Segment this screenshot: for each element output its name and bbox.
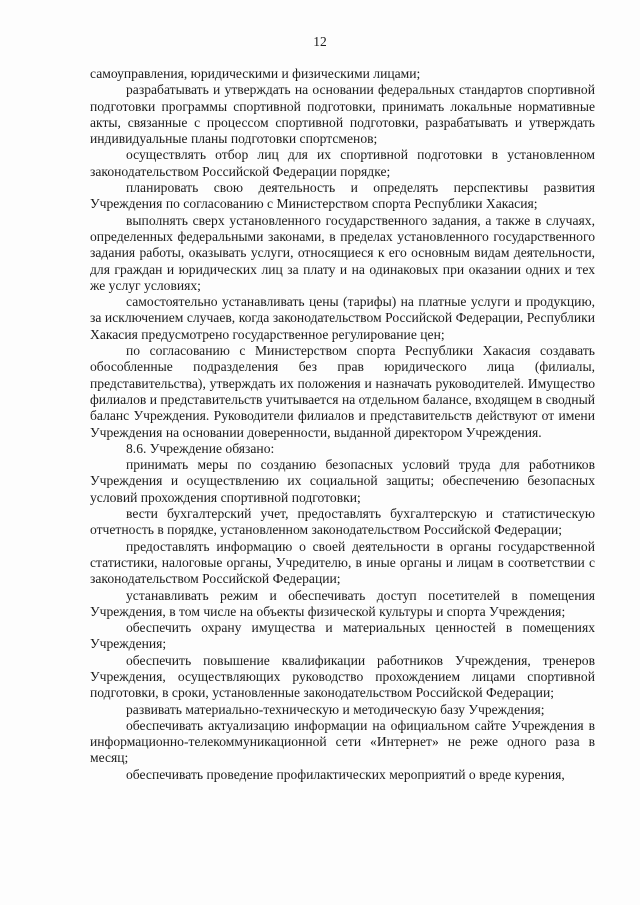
paragraph: самоуправления, юридическими и физическими лицами; xyxy=(90,66,421,81)
paragraph: развивать материально-техническую и методическую базу Учреждения; xyxy=(126,701,545,717)
paragraph: по согласованию с Министерством спорта Республики Хакасия создавать обособленные подразделения без прав юридического лица (филиалы, представительства), утверждать их положения и назначать руководителей. Имущество филиалов и представительств учитывается на отдельном балансе, входящем в сводный баланс Учреждения. Руководители филиалов и представительств действуют от имени Учреждения на основании доверенности, выданной директором Учреждения. xyxy=(90,343,595,440)
document-body xyxy=(90,66,595,783)
section-heading: 8.6. Учреждение обязано: xyxy=(126,440,275,456)
paragraph: предоставлять информацию о своей деятельности в органы государственной статистики, налоговые органы, Учредителю, в иные органы и лицам в соответствии с законодательством Российской Федерации; xyxy=(90,538,595,587)
paragraph: обеспечить охрану имущества и материальных ценностей в помещениях Учреждения; xyxy=(90,620,595,652)
paragraph: разрабатывать и утверждать на основании федеральных стандартов спортивной подготовки программы спортивной подготовки, принимать локальные нормативные акты, связанные с процессом спортивной подготовки, разрабатывать и утверждать индивидуальные планы подготовки спортсменов; xyxy=(90,82,595,147)
paragraph: вести бухгалтерский учет, предоставлять бухгалтерскую и статистическую отчетность в порядке, установленном законодательством Российской Федерации; xyxy=(90,506,595,538)
paragraph: принимать меры по созданию безопасных условий труда для работников Учреждения и осуществлению их социальной защиты; обеспечению безопасных условий прохождения спортивной подготовки; xyxy=(90,457,595,505)
paragraph: устанавливать режим и обеспечивать доступ посетителей в помещения Учреждения, в том числе на объекты физической культуры и спорта Учреждения; xyxy=(90,587,595,619)
paragraph: самостоятельно устанавливать цены (тарифы) на платные услуги и продукцию, за исключением случаев, когда законодательством Российской Федерации, Республики Хакасия предусмотрено государственное регулирование цен; xyxy=(90,294,595,342)
paragraph: обеспечивать проведение профилактических мероприятий о вреде курения, xyxy=(126,766,565,782)
paragraph: обеспечивать актуализацию информации на официальном сайте Учреждения в информационно-телекоммуникационной сети «Интернет» не реже одного раза в месяц; xyxy=(90,717,595,766)
paragraph: планировать свою деятельность и определять перспективы развития Учреждения по согласованию с Министерством спорта Республики Хакасия; xyxy=(90,180,595,212)
paragraph: обеспечить повышение квалификации работников Учреждения, тренеров Учреждения, осуществляющих руководство прохождением лицами спортивной подготовки, в сроки, установленные законодательством Российской Федерации; xyxy=(90,652,595,701)
paragraph: выполнять сверх установленного государственного задания, а также в случаях, определенных федеральными законами, в пределах установленного государственного задания работы, оказывать услуги, относящиеся к его основным видам деятельности, для граждан и юридических лиц за плату и на одинаковых при оказании одних и тех же услуг условиях; xyxy=(90,212,595,293)
page-number: 12 xyxy=(313,34,327,49)
paragraph: осуществлять отбор лиц для их спортивной подготовки в установленном законодательством Российской Федерации порядке; xyxy=(90,147,595,179)
